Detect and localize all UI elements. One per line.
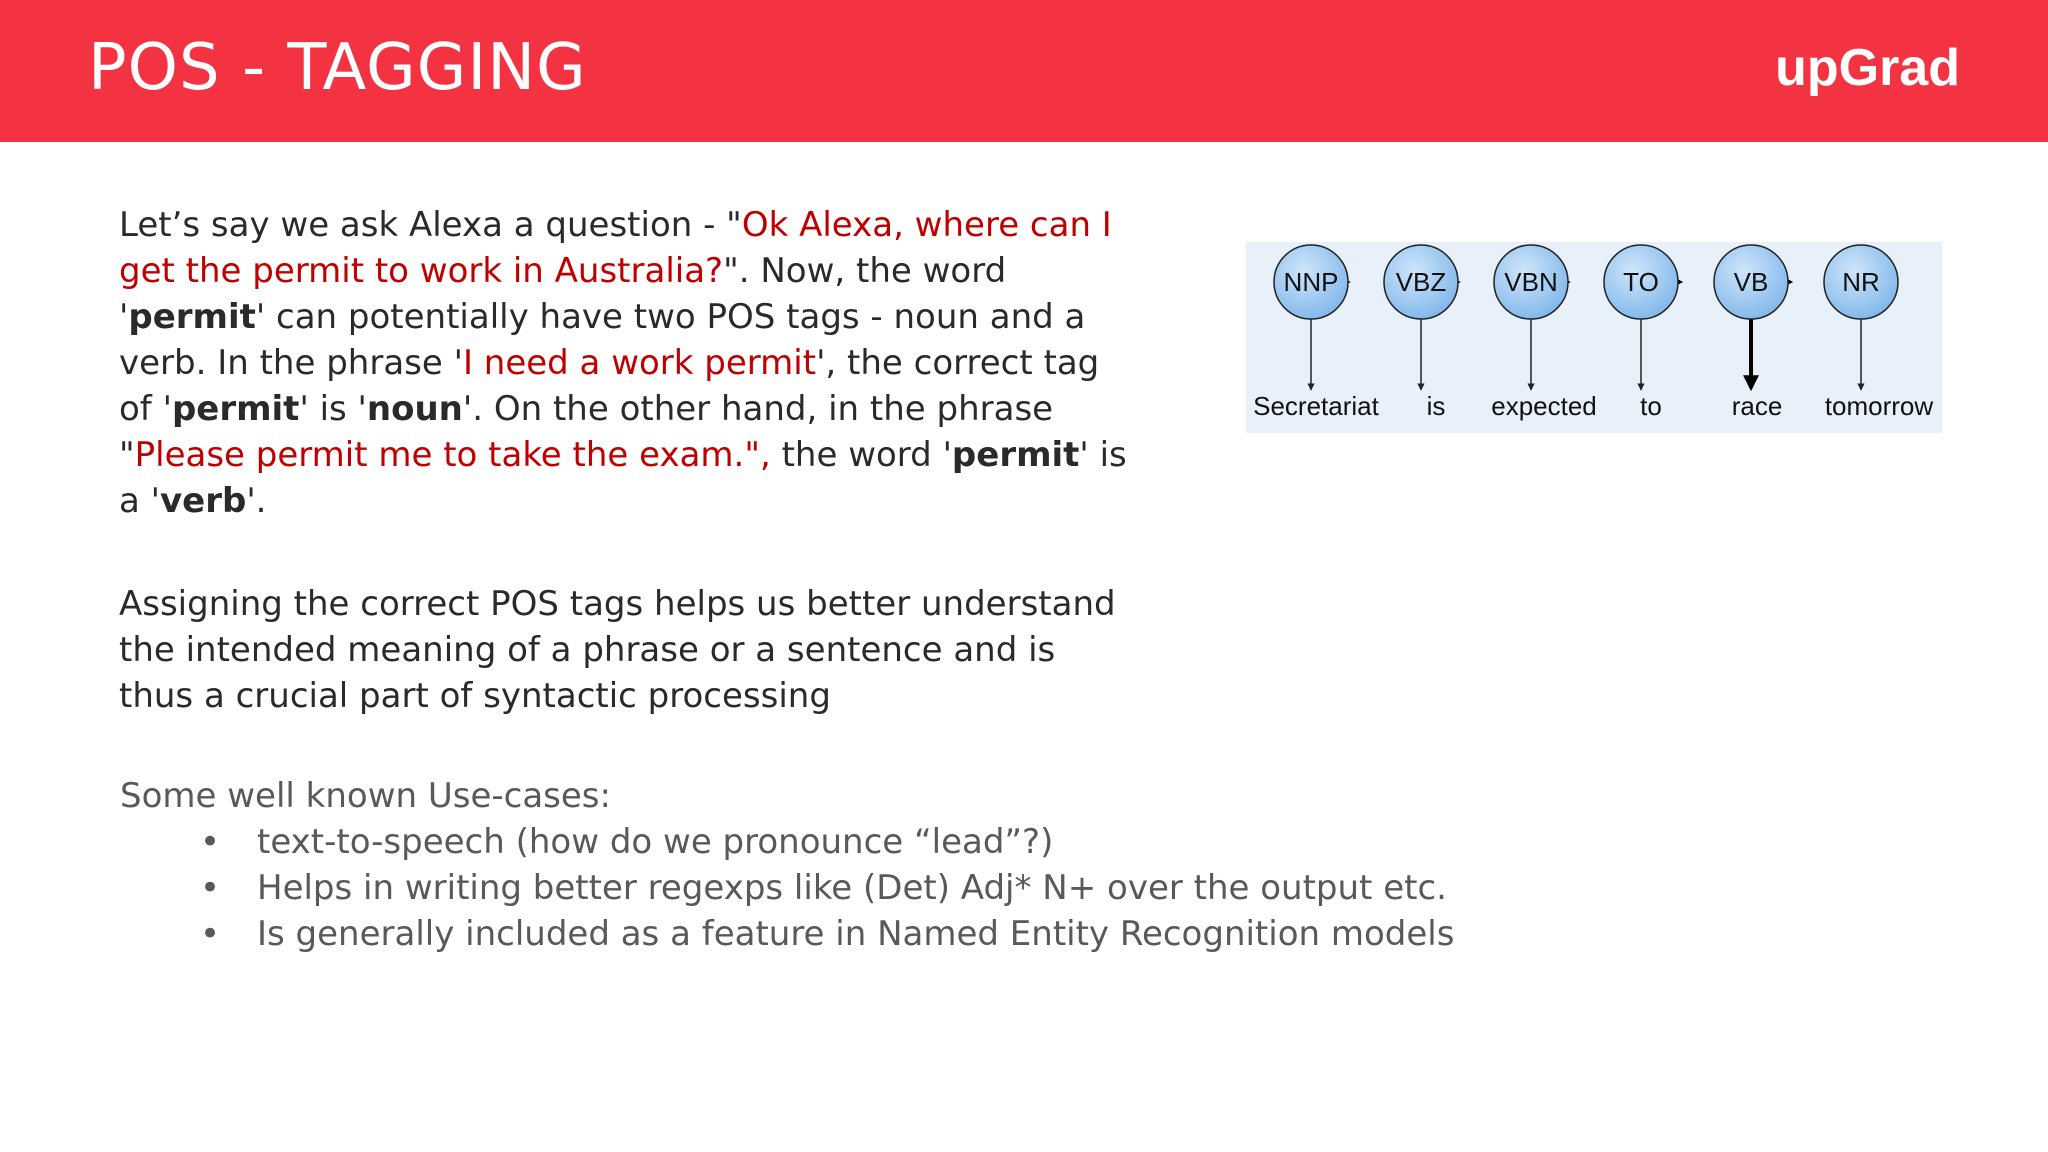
keyword-noun: noun — [366, 389, 463, 429]
tag-label: VBZ — [1395, 267, 1447, 297]
list-item-text: text-to-speech (how do we pronounce “lead”?) — [257, 822, 1054, 862]
keyword-verb: verb — [160, 481, 247, 521]
bullet-marker: • — [200, 914, 221, 954]
tag-label: VBN — [1504, 267, 1558, 297]
alexa-question-quote: Ok Alexa, where can I get the permit to work in Australia? — [119, 205, 1112, 291]
text-segment: the word ' — [770, 435, 952, 475]
text-segment: ". Now, the word ' — [119, 251, 1007, 337]
text-segment: ', the correct tag of ' — [119, 343, 1100, 429]
pos-tag-diagram — [1246, 242, 1942, 433]
slide-title: POS - TAGGING — [88, 31, 587, 105]
keyword-permit: permit — [128, 297, 256, 337]
text-segment: ' can potentially have two POS tags - noun and a verb. In the phrase ' — [119, 297, 1086, 383]
verb-example-phrase: Please permit me to take the exam.", — [134, 435, 771, 475]
tag-label: TO — [1623, 267, 1659, 297]
intro-paragraph — [119, 202, 1139, 524]
keyword-permit: permit — [171, 389, 300, 429]
use-cases-heading: Some well known Use-cases: — [120, 776, 611, 816]
bullet-marker: • — [200, 868, 221, 908]
list-item-text: Helps in writing better regexps like (Det) Adj* N+ over the output etc. — [257, 868, 1447, 908]
keyword-permit: permit — [951, 435, 1080, 475]
word-label: race — [1731, 391, 1783, 421]
word-label: to — [1640, 391, 1662, 421]
word-label: tomorrow — [1824, 391, 1934, 421]
bullet-marker: • — [200, 822, 221, 862]
word-label: expected — [1491, 391, 1597, 421]
use-cases-list — [120, 819, 1455, 957]
noun-example-phrase: I need a work permit — [462, 343, 817, 383]
use-cases-section — [120, 773, 1455, 957]
list-item — [120, 911, 1455, 957]
word-label: Secretariat — [1253, 391, 1379, 421]
list-item-text: Is generally included as a feature in Named Entity Recognition models — [257, 914, 1455, 954]
tag-label: NNP — [1283, 267, 1339, 297]
tag-label: VB — [1733, 267, 1769, 297]
text-segment: '. On the other hand, in the phrase " — [119, 389, 1054, 475]
text-segment: ' is ' — [299, 389, 367, 429]
brand-logo: upGrad — [1775, 39, 1960, 97]
text-segment: '. — [246, 481, 267, 521]
text-segment: Let’s say we ask Alexa a question - " — [119, 205, 742, 245]
tag-label: NR — [1842, 267, 1880, 297]
list-item — [120, 865, 1447, 911]
importance-paragraph: Assigning the correct POS tags helps us better understand the intended meaning of a phrase or a sentence and is thus a crucial part of syntactic processing — [119, 584, 1116, 716]
pos-tag-diagram-svg — [1246, 242, 1942, 433]
title-bar — [0, 0, 2048, 142]
word-label: is — [1426, 391, 1446, 421]
list-item — [120, 819, 1400, 865]
text-segment: ' is a ' — [119, 435, 1127, 521]
